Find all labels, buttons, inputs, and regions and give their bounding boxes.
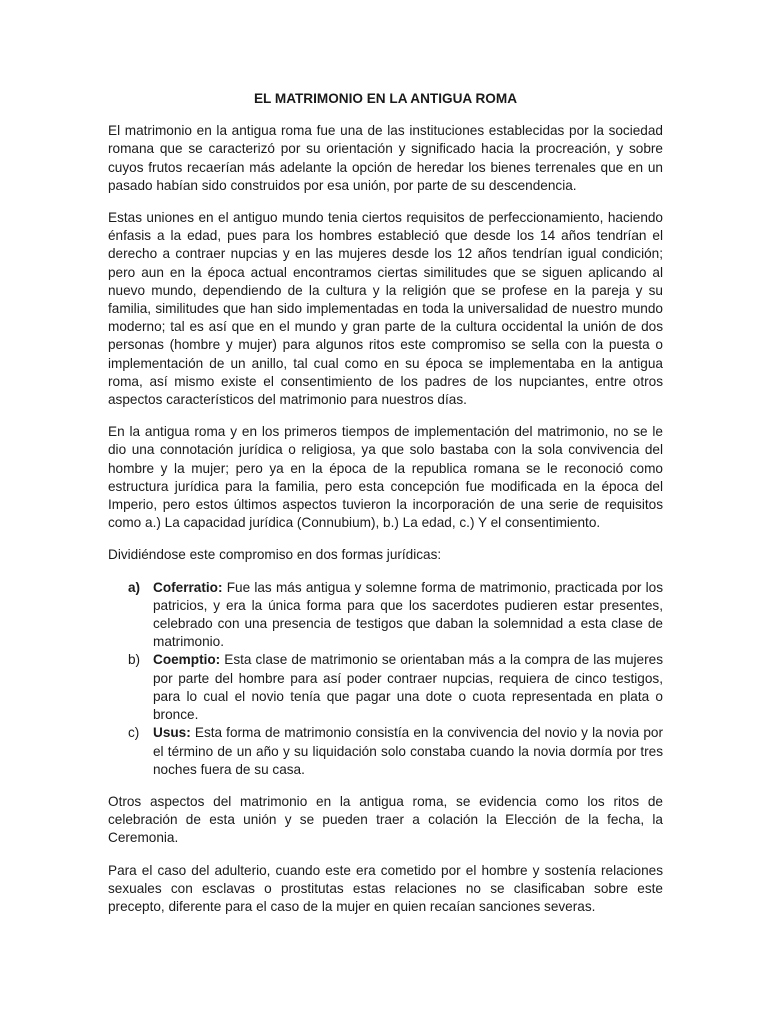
document-page: [108, 90, 663, 930]
form-description: Esta clase de matrimonio se orientaban más a la compra de las mujeres por parte del hombre para así poder contraer nupcias, requiera de cinco testigos, para lo cual el novio tenía que pagar una dote o cuota representada en plata o bronce.: [153, 652, 663, 723]
paragraph-rites: Otros aspectos del matrimonio en la antigua roma, se evidencia como los ritos de celebración de esta unión y se pueden traer a colación la Elección de la fecha, la Ceremonia.: [108, 793, 663, 846]
paragraph-intro: El matrimonio en la antigua roma fue una de las instituciones establecidas por la sociedad romana que se caracterizó por su orientación y significado hacia la procreación, y sobre cuyos frutos recaerían más adelante la opción de heredar los bienes terrenales que en un pasado habían sido construidos por esa unión, por parte de su descendencia.: [108, 123, 663, 193]
paragraph-history: En la antigua roma y en los primeros tiempos de implementación del matrimonio, no se le dio una connotación jurídica o religiosa, ya que solo bastaba con la sola convivencia del hombre y la mujer; pero ya en la época de la republica romana se le reconoció como estructura jurídica para la familia, pero esta concepción fue modificada en la época del Imperio, pero estos últimos aspectos tuvieron la incorporación de una serie de requisitos como a.) La capacidad jurídica (Connubium), b.) La edad, c.) Y el consentimiento.: [108, 424, 663, 531]
list-item: [108, 724, 663, 779]
list-marker: b): [128, 652, 141, 668]
paragraph-requirements: Estas uniones en el antiguo mundo tenia ciertos requisitos de perfeccionamiento, haciendo énfasis a la edad, pues para los hombres estableció que desde los 14 años tendrían el derecho a contraer nupcias y en las mujeres desde los 12 años tendrían igual condición; pero aun en la época actual encontramos ciertas similitudes que se siguen aplicando al nuevo mundo, dependiendo de la cultura y la religión que se profese en la pareja y su familia, similitudes que han sido implementadas en toda la universalidad de nuestro mundo moderno; tal es así que en el mundo y gran parte de la cultura occidental la unión de dos personas (hombre y mujer) para algunos ritos este compromiso se sella con la puesta o implementación de un anillo, tal cual como en su época se implementaba en la antigua roma, así mismo existe el consentimiento de los padres de los nupciantes, entre otros aspectos característicos del matrimonio para nuestros días.: [108, 210, 663, 408]
document-title: EL MATRIMONIO EN LA ANTIGUA ROMA: [253, 91, 518, 106]
form-term: Coferratio:: [153, 579, 223, 595]
paragraph-adultery: Para el caso del adulterio, cuando este era cometido por el hombre y sostenía relaciones sexuales con esclavas o prostitutas estas relaciones no se clasificaban sobre este precepto, diferente para el caso de la mujer en quien recaían sanciones severas.: [108, 862, 663, 914]
list-marker: a): [128, 579, 141, 595]
form-description: Fue las más antigua y solemne forma de matrimonio, practicada por los patricios, y era la única forma para que los sacerdotes pudieren estar presentes, celebrado con una presencia de testigos que daban la solemnidad a esta clase de matrimonio.: [153, 579, 663, 650]
form-term: Usus:: [153, 725, 191, 741]
list-item: [108, 579, 663, 652]
forms-list: [108, 579, 663, 779]
list-marker: c): [128, 725, 140, 741]
list-item: [108, 651, 663, 724]
form-term: Coemptio:: [153, 652, 221, 668]
form-description: Esta forma de matrimonio consistía en la convivencia del novio y la novia por el término de un año y su liquidación solo constaba cuando la novia dormía por tres noches fuera de su casa.: [153, 725, 663, 777]
paragraph-forms-intro: Dividiéndose este compromiso en dos formas jurídicas:: [108, 547, 442, 563]
